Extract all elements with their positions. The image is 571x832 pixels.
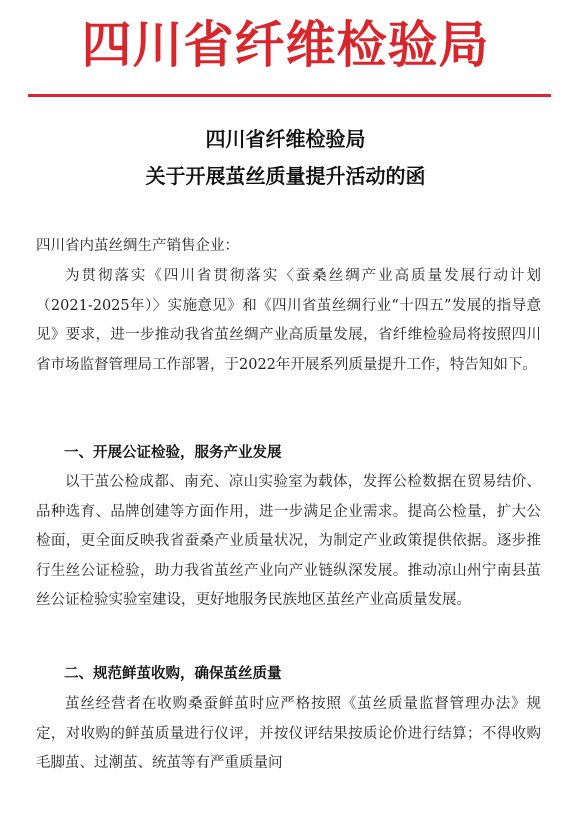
letterhead-red-rule bbox=[28, 94, 551, 97]
paragraph-intro: 为贯彻落实《四川省贯彻落实〈蚕桑丝绸产业高质量发展行动计划（2021-2025年）〉实施意见》和《四川省茧丝绸行业“十四五”发展的指导意见》要求，进一步推动我省茧丝绸产业高质量发展，省纤维检验局将按照四川省市场监督管理局工作部署，于2022年开展系列质量提升工作，特告知如下。 bbox=[36, 268, 541, 373]
document-title-line-1: 四川省纤维检验局 bbox=[205, 127, 366, 151]
salutation: 四川省内茧丝绸生产销售企业： bbox=[36, 238, 239, 254]
paragraph-section-1: 以干茧公检成都、南充、凉山实验室为载体，发挥公检数据在贸易结价、品种选育、品牌创建等方面作用，进一步满足企业需求。提高公检量，扩大公检面，更全面反映我省蚕桑产业质量状况，为制定产业政策提供依据。逐步推行生丝公证检验，助力我省茧丝产业向产业链纵深发展。推动凉山州宁南县茧丝公证检验实验室建设，更好地服务民族地区茧丝产业高质量发展。 bbox=[36, 474, 541, 608]
paragraph-section-2: 茧丝经营者在收购桑蚕鲜茧时应严格按照《茧丝质量监督管理办法》规定，对收购的鲜茧质量进行仪评，并按仪评结果按质论价进行结算；不得收购毛脚茧、过潮茧、统茧等有严重质量问 bbox=[36, 696, 541, 771]
section-heading-1: 一、开展公证检验，服务产业发展 bbox=[64, 445, 282, 461]
section-heading-2: 二、规范鲜茧收购，确保茧丝质量 bbox=[64, 666, 282, 682]
document-title-line-2: 关于开展茧丝质量提升活动的函 bbox=[145, 164, 426, 188]
letterhead-title: 四川省纤维检验局 bbox=[81, 16, 490, 74]
